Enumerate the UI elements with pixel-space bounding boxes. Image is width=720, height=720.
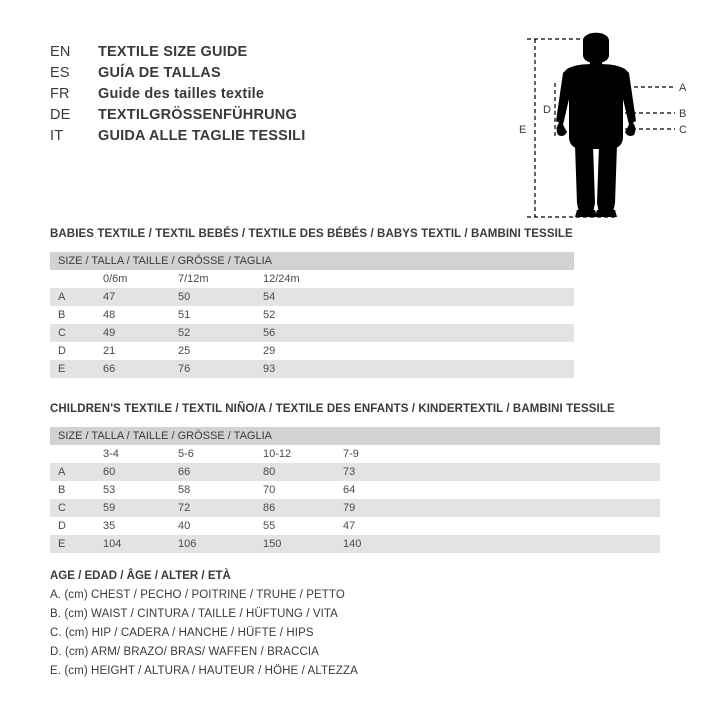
children-section-title: CHILDREN'S TEXTILE / TEXTIL NIÑO/A / TEXTILE DES ENFANTS / KINDERTEXTIL / BAMBINI TESSILE [50, 403, 615, 415]
language-row-es [50, 65, 480, 86]
babies-row-label-e: E [58, 363, 66, 375]
babies-size-header: SIZE / TALLA / TAILLE / GRÖSSE / TAGLIA [58, 255, 272, 267]
figure-label-b: B [679, 108, 687, 120]
table-row [50, 306, 574, 324]
language-row-it [50, 128, 480, 149]
babies-column-0: 0/6m [103, 273, 128, 285]
table-row [50, 252, 574, 270]
table-row [50, 270, 574, 288]
children-b-2: 70 [263, 484, 276, 496]
babies-d-1: 25 [178, 345, 191, 357]
legend-line-c: C. (cm) HIP / CADERA / HANCHE / HÜFTE / HIPS [50, 627, 314, 639]
babies-b-1: 51 [178, 309, 191, 321]
babies-b-2: 52 [263, 309, 276, 321]
measurement-figure [505, 25, 705, 220]
children-a-1: 66 [178, 466, 191, 478]
children-c-1: 72 [178, 502, 191, 514]
babies-section-title: BABIES TEXTILE / TEXTIL BEBÉS / TEXTILE DES BÉBÉS / BABYS TEXTIL / BAMBINI TESSILE [50, 228, 573, 240]
children-e-1: 106 [178, 538, 197, 550]
language-title-es: GUÍA DE TALLAS [98, 65, 221, 81]
babies-row-label-d: D [58, 345, 66, 357]
child-silhouette-icon [505, 25, 705, 225]
children-column-2: 10-12 [263, 448, 292, 460]
table-row [50, 481, 660, 499]
babies-c-2: 56 [263, 327, 276, 339]
figure-label-c: C [679, 124, 687, 136]
babies-a-2: 54 [263, 291, 276, 303]
babies-column-1: 7/12m [178, 273, 209, 285]
babies-d-2: 29 [263, 345, 276, 357]
children-row-label-e: E [58, 538, 66, 550]
babies-c-1: 52 [178, 327, 191, 339]
children-column-1: 5-6 [178, 448, 194, 460]
children-b-1: 58 [178, 484, 191, 496]
language-title-en: TEXTILE SIZE GUIDE [98, 44, 248, 60]
table-row [50, 360, 574, 378]
language-code-it: IT [50, 128, 64, 144]
figure-label-e: E [519, 124, 527, 136]
children-c-0: 59 [103, 502, 116, 514]
table-row [50, 463, 660, 481]
figure-label-a: A [679, 82, 687, 94]
legend-line-b: B. (cm) WAIST / CINTURA / TAILLE / HÜFTUNG / VITA [50, 608, 338, 620]
babies-b-0: 48 [103, 309, 116, 321]
children-row-label-d: D [58, 520, 66, 532]
table-row [50, 324, 574, 342]
babies-e-1: 76 [178, 363, 191, 375]
children-row-label-a: A [58, 466, 66, 478]
children-e-2: 150 [263, 538, 282, 550]
legend-line-d: D. (cm) ARM/ BRAZO/ BRAS/ WAFFEN / BRACCIA [50, 646, 319, 658]
children-e-3: 140 [343, 538, 362, 550]
babies-row-label-c: C [58, 327, 66, 339]
language-code-en: EN [50, 44, 71, 60]
babies-row-label-a: A [58, 291, 66, 303]
table-row [50, 342, 574, 360]
children-a-0: 60 [103, 466, 116, 478]
language-code-es: ES [50, 65, 70, 81]
legend-title: AGE / EDAD / ÂGE / ALTER / ETÀ [50, 570, 231, 582]
language-code-de: DE [50, 107, 71, 123]
babies-row-label-b: B [58, 309, 66, 321]
children-c-2: 86 [263, 502, 276, 514]
language-code-fr: FR [50, 86, 70, 102]
children-row-label-c: C [58, 502, 66, 514]
children-a-2: 80 [263, 466, 276, 478]
legend-line-e: E. (cm) HEIGHT / ALTURA / HAUTEUR / HÖHE / ALTEZZA [50, 665, 358, 677]
table-row [50, 288, 574, 306]
language-row-en [50, 44, 480, 65]
language-title-de: TEXTILGRÖSSENFÜHRUNG [98, 107, 297, 123]
babies-e-0: 66 [103, 363, 116, 375]
babies-columns-blank [50, 270, 103, 288]
children-e-0: 104 [103, 538, 122, 550]
legend-line-a: A. (cm) CHEST / PECHO / POITRINE / TRUHE / PETTO [50, 589, 345, 601]
children-size-header: SIZE / TALLA / TAILLE / GRÖSSE / TAGLIA [58, 430, 272, 442]
language-row-fr [50, 86, 480, 107]
measurement-legend [50, 570, 610, 681]
table-row [50, 535, 660, 553]
children-row-label-b: B [58, 484, 66, 496]
children-d-3: 47 [343, 520, 356, 532]
children-size-table [50, 427, 660, 553]
babies-a-1: 50 [178, 291, 191, 303]
babies-column-2: 12/24m [263, 273, 300, 285]
language-row-de [50, 107, 480, 128]
children-d-2: 55 [263, 520, 276, 532]
table-row [50, 499, 660, 517]
children-column-3: 7-9 [343, 448, 359, 460]
language-title-it: GUIDA ALLE TAGLIE TESSILI [98, 128, 306, 144]
children-a-3: 73 [343, 466, 356, 478]
children-column-0: 3-4 [103, 448, 119, 460]
children-d-0: 35 [103, 520, 116, 532]
babies-e-2: 93 [263, 363, 276, 375]
babies-d-0: 21 [103, 345, 116, 357]
language-title-fr: Guide des tailles textile [98, 86, 265, 102]
children-c-3: 79 [343, 502, 356, 514]
children-b-3: 64 [343, 484, 356, 496]
children-b-0: 53 [103, 484, 116, 496]
figure-label-d: D [543, 104, 551, 116]
children-columns-blank [50, 445, 103, 463]
language-title-block [50, 44, 480, 149]
children-d-1: 40 [178, 520, 191, 532]
table-row [50, 427, 660, 445]
babies-c-0: 49 [103, 327, 116, 339]
babies-size-table [50, 252, 574, 378]
table-row [50, 445, 660, 463]
table-row [50, 517, 660, 535]
babies-a-0: 47 [103, 291, 116, 303]
